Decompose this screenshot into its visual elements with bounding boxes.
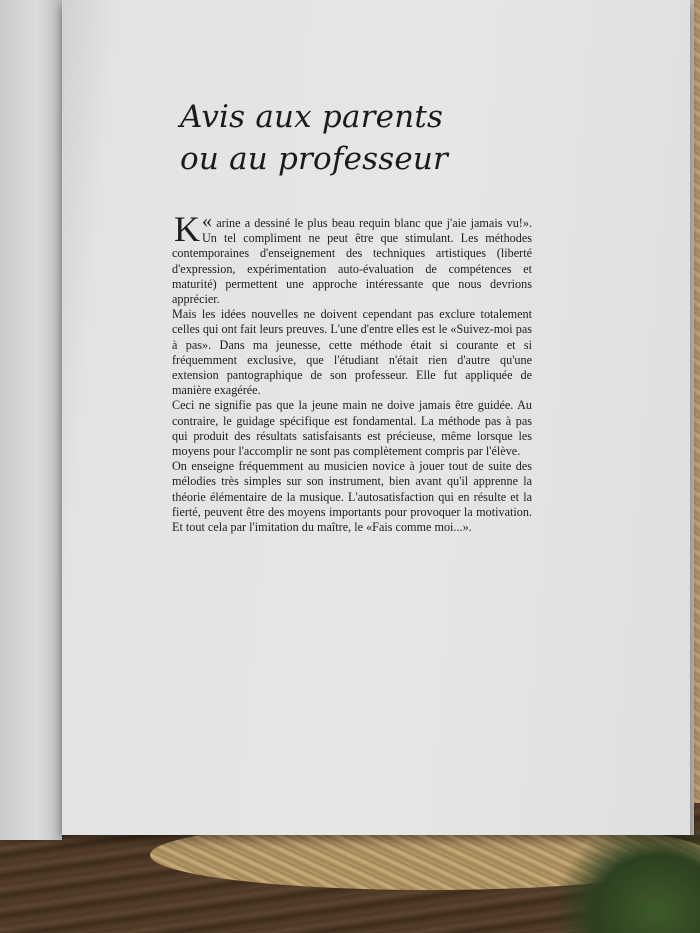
paragraph-2: Mais les idées nouvelles ne doivent cependant pas exclure totalement celles qui ont fait leurs preuves. L'une d'entre elles est le «Suivez-moi pas à pas». Dans ma jeunesse, cette méthode était si courante et si fréquemment exclusive, que l'étudiant n'était rien d'autre qu'une extension pantographique de son professeur. Elle fut appliquée de manière exagérée. bbox=[172, 307, 532, 398]
paragraph-3: Ceci ne signifie pas que la jeune main ne doive jamais être guidée. Au contraire, le guidage spécifique est fondamental. La méthode pas à pas qui produit des résultats satisfaisants est précieuse, même lorsque les moyens pour l'accomplir ne sont pas complètement compris par l'élève. bbox=[172, 398, 532, 459]
drop-cap: K bbox=[174, 209, 200, 249]
body-text bbox=[172, 209, 533, 535]
paragraph-4: On enseigne fréquemment au musicien novice à jouer tout de suite des mélodies très simples sur son instrument, bien avant qu'il apprenne la théorie élémentaire de la musique. L'autosatisfaction qui en résulte et la fierté, peuvent être des moyens importants pour provoquer la motivation. Et tout cela par l'imitation du maître, le «Fais comme moi...». bbox=[172, 459, 532, 535]
paragraph-1 bbox=[172, 209, 533, 307]
title-line-2: ou au professeur bbox=[180, 141, 449, 177]
paragraph-1-text: arine a dessiné le plus beau requin blanc que j'aie jamais vu!». Un tel compliment ne peut être que stimulant. Les méthodes contemporaines d'enseignement des techniques artistiques (liberté d'expression, expérimentation auto-évaluation de compétences et maturité) permettent une approche intéressante que nous devrions apprécier. bbox=[172, 216, 533, 307]
left-book-page bbox=[0, 0, 62, 840]
title-line-1: Avis aux parents bbox=[180, 99, 444, 135]
plant-corner bbox=[560, 823, 700, 933]
page-title bbox=[180, 96, 448, 180]
opening-quote: « bbox=[202, 210, 212, 232]
